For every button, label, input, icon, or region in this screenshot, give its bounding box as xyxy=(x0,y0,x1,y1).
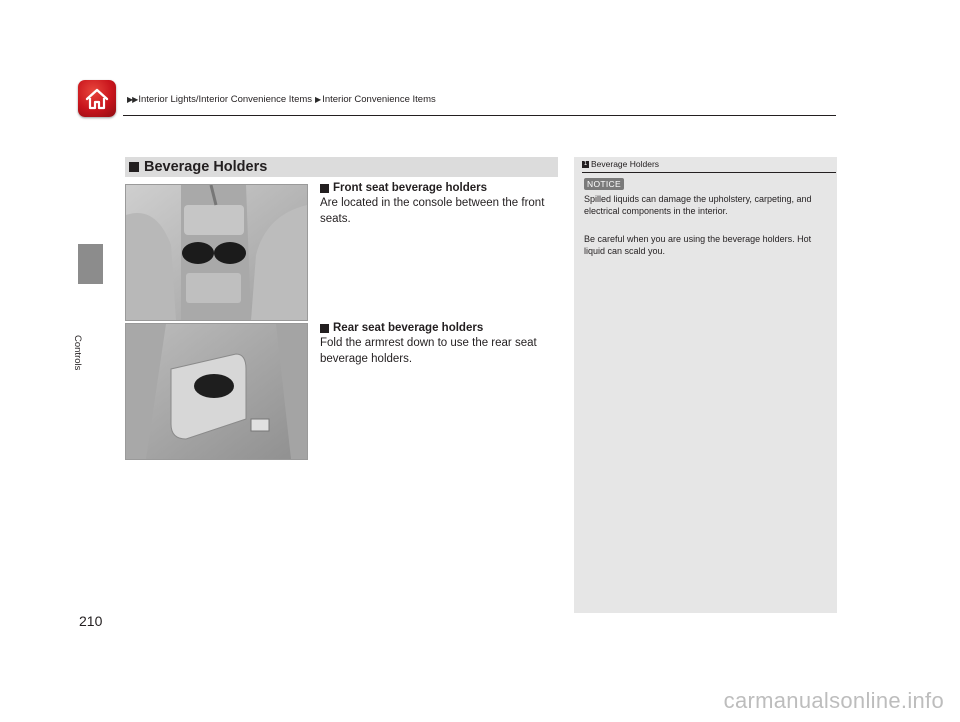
watermark: carmanualsonline.info xyxy=(723,688,944,713)
panel-paragraph: Be careful when you are using the beverage holders. Hot liquid can scald you. xyxy=(584,234,812,256)
panel-heading-text: Beverage Holders xyxy=(591,159,660,169)
breadcrumb-link-interior-lights[interactable]: Interior Lights/Interior Convenience Items xyxy=(138,94,313,105)
section-title: Beverage Holders xyxy=(144,159,268,175)
item-heading xyxy=(320,182,560,194)
side-notes-panel xyxy=(574,157,837,613)
front-beverage-holders-image xyxy=(125,184,308,321)
item-heading-text: Rear seat beverage holders xyxy=(333,322,484,334)
home-button[interactable] xyxy=(78,80,116,117)
breadcrumb-current: Interior Convenience Items xyxy=(322,94,436,105)
item-heading xyxy=(320,322,560,334)
panel-paragraph: Spilled liquids can damage the upholstery, carpeting, and electrical components in the interior. xyxy=(584,194,812,216)
reference-marker-icon: 1 xyxy=(583,160,588,167)
item-heading-text: Front seat beverage holders xyxy=(333,182,488,194)
panel-heading xyxy=(582,159,836,173)
breadcrumb-arrow-icon: ▶▶ xyxy=(127,95,138,104)
rear-seat-item xyxy=(320,322,560,367)
breadcrumb xyxy=(127,94,436,105)
chapter-label: Controls xyxy=(72,335,83,371)
item-body: Are located in the console between the front seats. xyxy=(320,197,545,225)
item-body: Fold the armrest down to use the rear seat beverage holders. xyxy=(320,337,537,365)
page-number: 210 xyxy=(79,613,103,629)
header-divider xyxy=(123,115,836,116)
home-icon xyxy=(84,87,110,111)
bullet-square-icon xyxy=(320,184,329,193)
front-seat-item xyxy=(320,182,560,227)
rear-beverage-holders-image xyxy=(125,323,308,460)
notice-badge: NOTICE xyxy=(584,178,624,190)
breadcrumb-arrow-icon: ▶ xyxy=(315,95,321,104)
section-square-icon xyxy=(129,162,139,172)
section-header xyxy=(125,157,558,177)
bullet-square-icon xyxy=(320,324,329,333)
chapter-tab-marker xyxy=(78,244,103,284)
